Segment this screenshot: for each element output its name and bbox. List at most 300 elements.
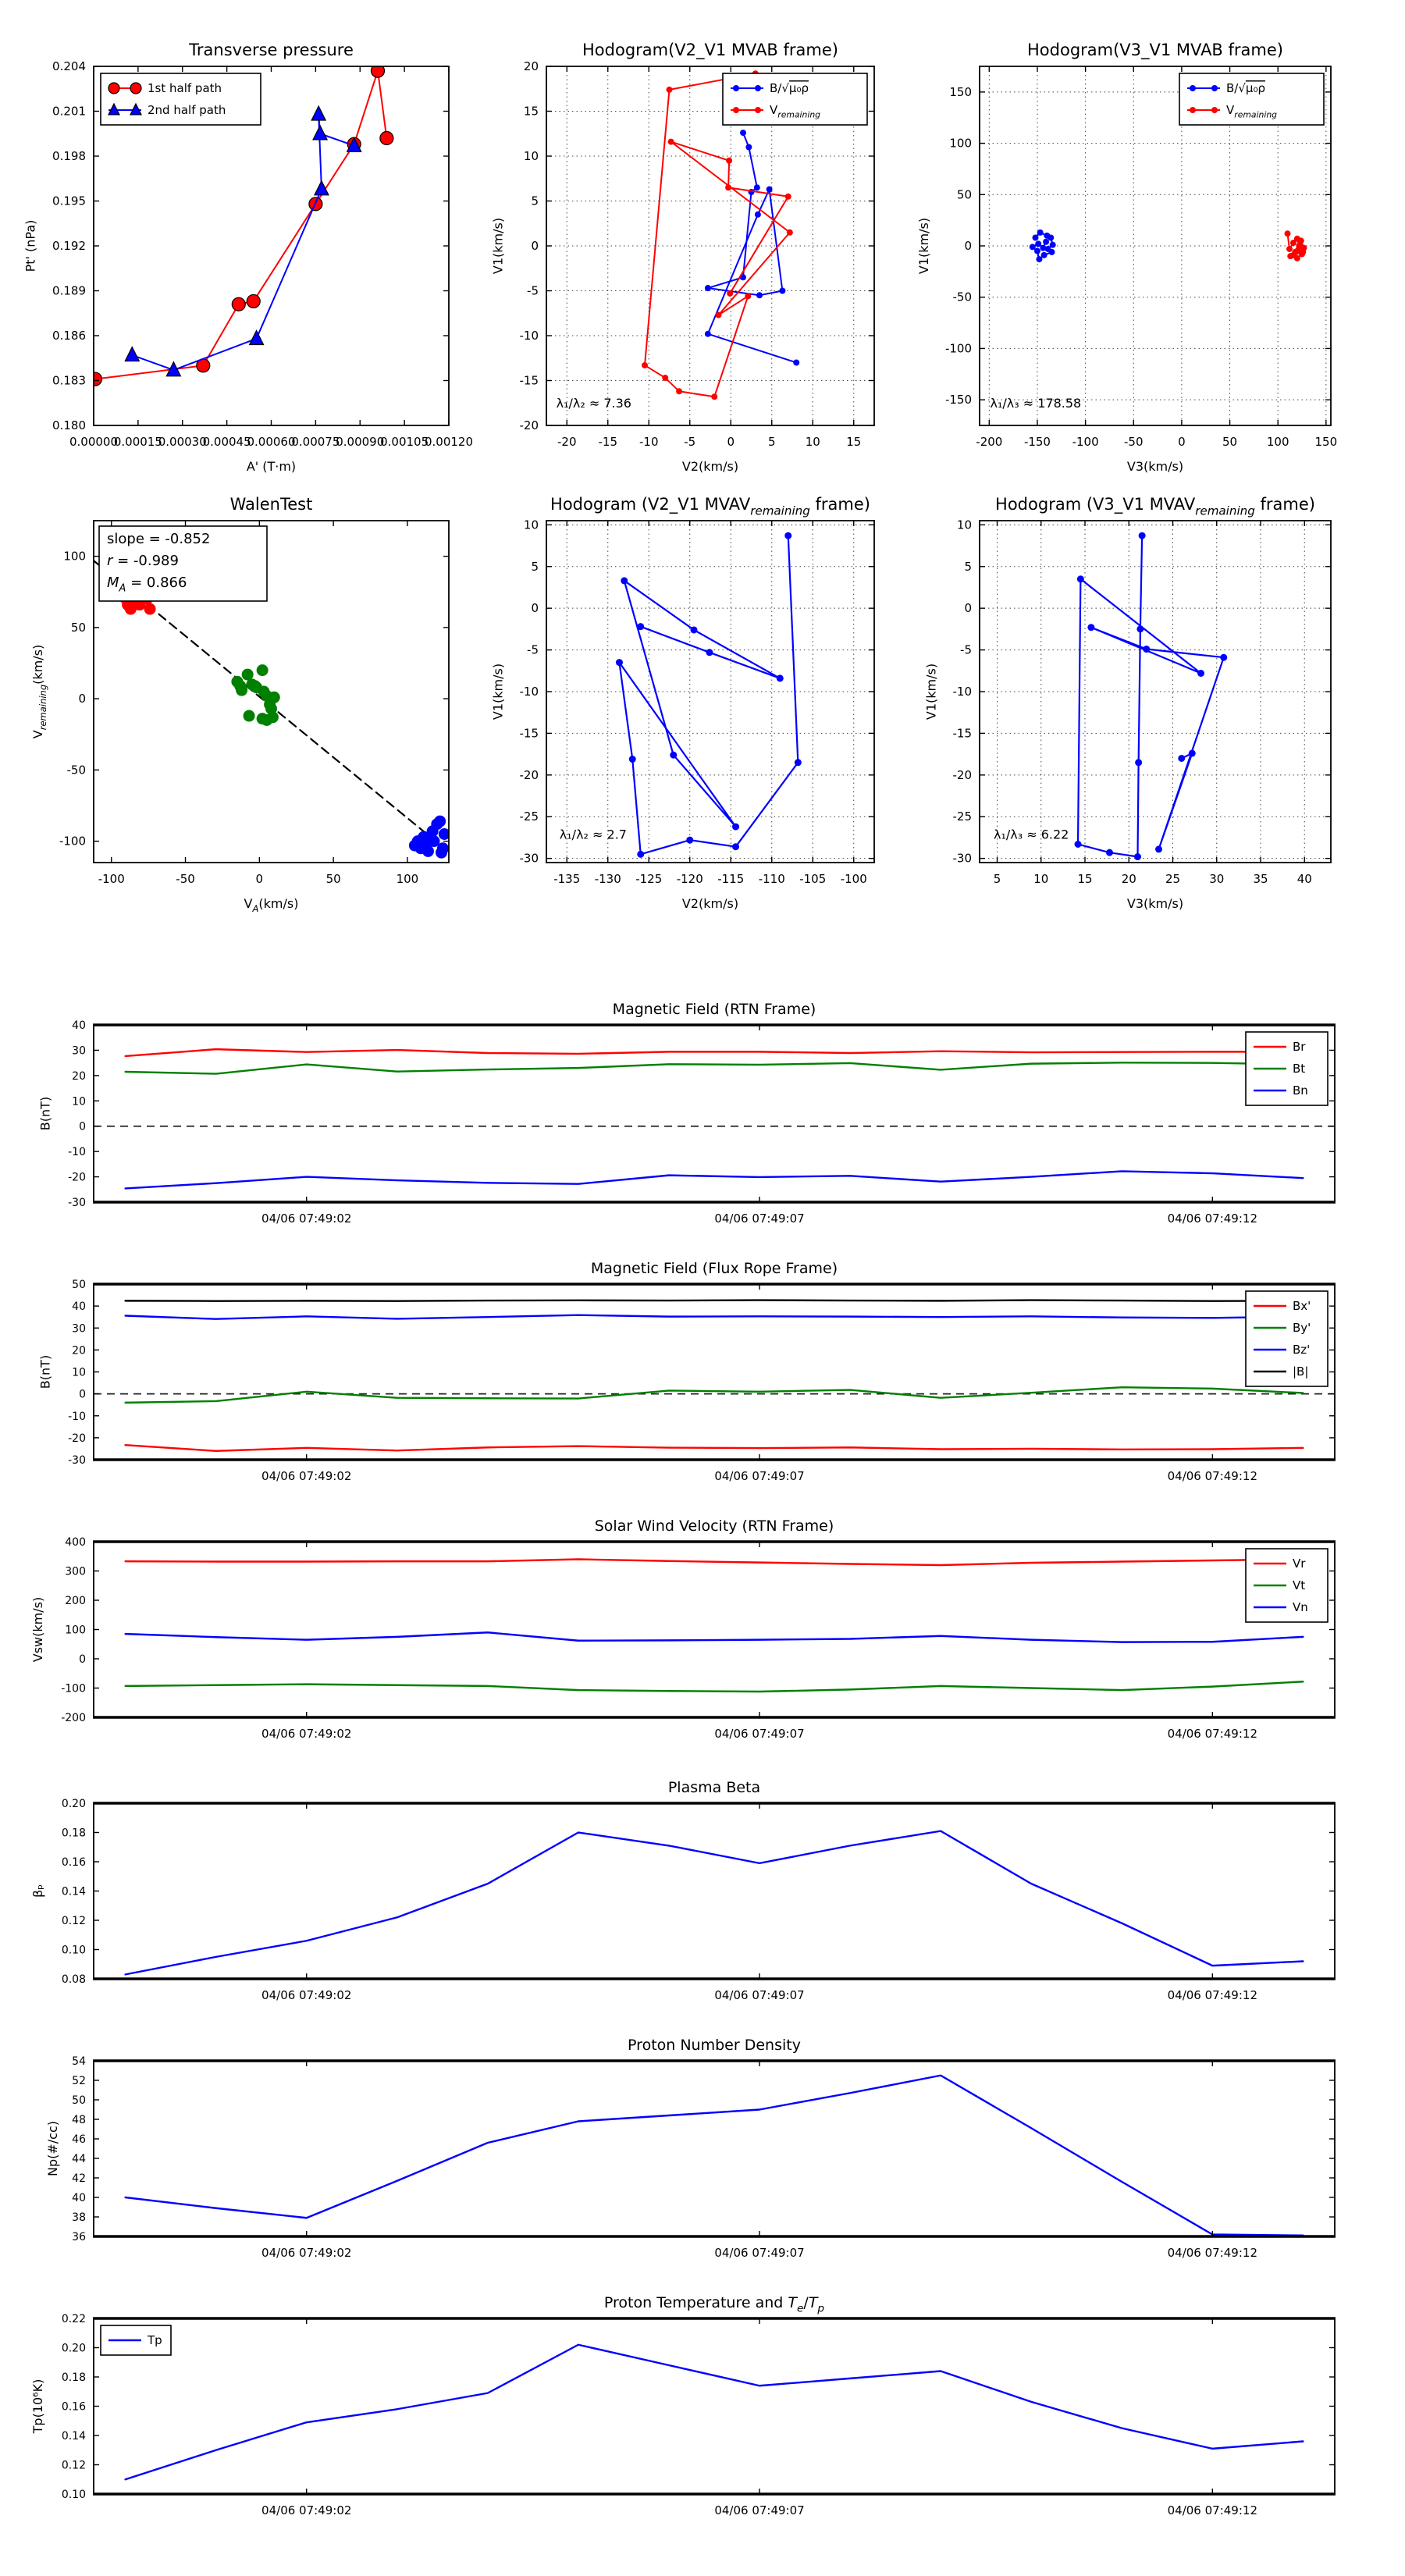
series-marker-middle-interval-points [244, 710, 255, 722]
x-tick-label: 35 [1253, 872, 1268, 886]
series-marker-B_over_sqrt_mu0rho [1034, 248, 1040, 254]
series-marker-V_remaining [1298, 237, 1304, 244]
x-tick-label: 15 [1077, 872, 1093, 886]
x-tick-label: 0.00120 [424, 435, 474, 449]
y-tick-label: -5 [527, 283, 539, 298]
y-axis-label: V1(km/s) [490, 217, 506, 275]
chart-title: Magnetic Field (Flux Rope Frame) [590, 1260, 838, 1277]
series-marker-B-path [777, 674, 784, 681]
legend-label: Bz' [1293, 1343, 1311, 1357]
chart-title: Proton Number Density [628, 2037, 801, 2054]
legend-label: Bx' [1293, 1299, 1311, 1313]
legend-label: By' [1293, 1321, 1311, 1335]
y-tick-label: -25 [952, 809, 972, 824]
y-tick-label: 150 [949, 84, 972, 99]
x-tick-label: 04/06 07:49:02 [261, 1988, 352, 2002]
series-line-|B| [126, 1300, 1304, 1301]
y-tick-label: 0 [79, 1653, 86, 1666]
x-tick-label: 15 [846, 435, 862, 449]
x-tick-label: 04/06 07:49:12 [1167, 1469, 1258, 1483]
series-marker-V_remaining [745, 293, 751, 299]
series-marker-B_over_sqrt_mu0rho [1043, 239, 1049, 245]
y-tick-label: 36 [72, 2231, 86, 2243]
y-tick-label: 0.20 [61, 2342, 86, 2355]
series-marker-B-path [784, 532, 791, 539]
series-marker-B_over_sqrt_mu0rho [740, 130, 746, 136]
chart-plasma-beta [30, 1779, 1336, 2002]
series-marker-V_remaining [787, 229, 793, 236]
x-tick-label: 100 [1266, 435, 1289, 449]
y-tick-label: -30 [68, 1454, 86, 1467]
series-marker-B-path [1189, 750, 1196, 757]
y-tick-label: 30 [72, 1322, 86, 1336]
series-marker-B-path [1220, 654, 1227, 661]
y-tick-label: 0.14 [61, 1885, 86, 1898]
x-axis-label: V3(km/s) [1126, 459, 1184, 474]
series-marker-B_over_sqrt_mu0rho [705, 285, 711, 291]
y-tick-label: 44 [72, 2153, 86, 2165]
series-marker-B-path [1106, 849, 1113, 856]
y-tick-label: -10 [952, 685, 972, 699]
x-tick-label: 04/06 07:49:12 [1167, 2246, 1258, 2260]
y-tick-label: 0.186 [52, 329, 86, 343]
x-tick-label: 0.00000 [69, 435, 119, 449]
x-tick-label: -5 [684, 435, 696, 449]
series-marker-1st half path [88, 372, 101, 386]
series-marker-B-path [1143, 646, 1150, 653]
x-tick-label: -135 [553, 872, 581, 886]
y-tick-label: 10 [72, 1366, 86, 1379]
series-marker-B_over_sqrt_mu0rho [1048, 249, 1055, 255]
annotation: λ₁/λ₃ ≈ 178.58 [990, 396, 1082, 411]
y-tick-label: 0.192 [52, 239, 86, 253]
legend-sample-marker [755, 107, 761, 113]
y-tick-label: 0.16 [61, 1856, 86, 1869]
legend-sample-marker [1211, 85, 1218, 91]
y-tick-label: -50 [66, 763, 86, 777]
y-tick-label: 0.180 [52, 418, 86, 432]
chart-title: Transverse pressure [189, 41, 354, 59]
y-tick-label: -15 [519, 726, 539, 741]
y-tick-label: -100 [944, 341, 972, 356]
y-tick-label: -10 [519, 685, 539, 699]
x-tick-label: 5 [993, 872, 1001, 886]
series-marker-middle-interval-points [236, 685, 247, 696]
x-tick-label: -100 [98, 872, 125, 886]
x-tick-label: -110 [758, 872, 785, 886]
y-tick-label: 52 [72, 2075, 86, 2087]
y-tick-label: 0.08 [61, 1973, 86, 1986]
legend-label: Bt [1293, 1062, 1306, 1076]
y-tick-label: -20 [519, 418, 539, 432]
annotation: λ₁/λ₂ ≈ 2.7 [559, 827, 627, 842]
y-tick-label: 0 [531, 601, 539, 616]
series-marker-B-path [732, 843, 739, 850]
series-marker-V_remaining [727, 290, 733, 297]
series-marker-B-path [1075, 841, 1082, 848]
chart-hodogram-v3v1-mvab [916, 41, 1337, 474]
y-axis-label: βₚ [30, 1884, 45, 1898]
series-marker-B_over_sqrt_mu0rho [1040, 245, 1046, 251]
x-tick-label: -15 [598, 435, 617, 449]
series-marker-V_remaining [1290, 252, 1297, 258]
y-tick-label: 0.20 [61, 1798, 86, 1810]
chart-title: Solar Wind Velocity (RTN Frame) [594, 1517, 834, 1535]
y-tick-label: 0.195 [52, 194, 86, 208]
x-tick-label: 0 [727, 435, 735, 449]
legend-label: 2nd half path [148, 103, 226, 117]
series-marker-V_remaining [1286, 246, 1293, 252]
y-axis-label: B(nT) [37, 1354, 53, 1389]
series-marker-B_over_sqrt_mu0rho [1033, 234, 1039, 240]
legend-label: B/√μ₀ρ [770, 81, 809, 95]
y-tick-label: -150 [944, 393, 972, 407]
x-tick-label: 50 [325, 872, 341, 886]
y-tick-label: -30 [519, 851, 539, 866]
series-marker-first-interval-points [144, 603, 156, 615]
y-tick-label: 0.14 [61, 2430, 86, 2443]
legend-label: Vn [1293, 1600, 1308, 1614]
y-tick-label: 0.12 [61, 1915, 86, 1927]
plot-background [94, 1284, 1335, 1460]
series-marker-B_over_sqrt_mu0rho [1036, 256, 1042, 262]
legend-sample-marker [1190, 107, 1196, 113]
series-marker-middle-interval-points [267, 711, 279, 723]
chart-title: Proton Temperature and $T_e/T_p$ [603, 2294, 825, 2315]
chart-magnetic-field-rtn [38, 1001, 1336, 1226]
x-axis-label: V2(km/s) [681, 896, 739, 911]
y-tick-label: 48 [72, 2114, 86, 2126]
y-tick-label: 20 [72, 1069, 86, 1083]
y-tick-label: 0 [531, 239, 539, 253]
y-tick-label: 0 [964, 239, 972, 253]
x-tick-label: 04/06 07:49:02 [261, 2503, 352, 2517]
x-tick-label: -100 [1072, 435, 1099, 449]
y-tick-label: 50 [72, 1279, 86, 1291]
series-marker-1st half path [380, 132, 393, 145]
y-tick-label: -100 [61, 1682, 86, 1695]
y-tick-label: 0.18 [61, 1827, 86, 1840]
stats-line: slope = -0.852 [107, 531, 211, 547]
x-tick-label: 0.00060 [247, 435, 296, 449]
y-tick-label: 54 [72, 2055, 86, 2068]
y-tick-label: 100 [65, 1624, 86, 1637]
y-tick-label: 50 [956, 187, 972, 202]
series-marker-B-path [670, 752, 677, 759]
series-marker-B-path [732, 824, 739, 831]
series-marker-V_remaining [662, 375, 668, 381]
legend-label: Vr [1293, 1557, 1306, 1571]
x-tick-label: 40 [1297, 872, 1312, 886]
series-marker-B_over_sqrt_mu0rho [755, 212, 761, 218]
plot-background [94, 1803, 1335, 1979]
y-tick-label: 400 [65, 1536, 86, 1549]
series-marker-V_remaining [667, 87, 673, 93]
stats-line: $M_A = 0.866$ [107, 575, 187, 595]
y-tick-label: 20 [72, 1344, 86, 1357]
series-marker-B-path [1087, 624, 1094, 631]
chart-proton-number-density [45, 2037, 1336, 2260]
y-tick-label: 200 [65, 1595, 86, 1607]
series-marker-V_remaining [1285, 230, 1291, 237]
chart-title: Hodogram (V2_V1 $MVAV_{remaining}$ frame) [550, 495, 870, 518]
y-tick-label: 40 [72, 1019, 86, 1032]
y-tick-label: 0.18 [61, 2371, 86, 2384]
y-tick-label: -10 [68, 1146, 86, 1159]
x-tick-label: 04/06 07:49:02 [261, 1469, 352, 1483]
y-tick-label: 10 [523, 518, 539, 532]
chart-hodogram-v2v1-mvav [491, 495, 875, 911]
x-tick-label: -120 [676, 872, 703, 886]
x-tick-label: 10 [1033, 872, 1049, 886]
x-tick-label: 150 [1314, 435, 1338, 449]
y-axis-label: Tp(10⁶K) [30, 2379, 45, 2434]
chart-title: Plasma Beta [667, 1779, 761, 1796]
series-marker-B_over_sqrt_mu0rho [745, 144, 752, 151]
y-tick-label: 0 [78, 692, 86, 706]
annotation: λ₁/λ₂ ≈ 7.36 [556, 396, 631, 411]
x-tick-label: 04/06 07:49:12 [1167, 1212, 1258, 1226]
y-tick-label: 30 [72, 1044, 86, 1058]
chart-title: WalenTest [229, 495, 313, 514]
x-tick-label: 0 [1178, 435, 1186, 449]
y-axis-label: $V_{remaining}(km/s)$ [30, 644, 48, 739]
series-marker-V_remaining [676, 388, 682, 394]
y-tick-label: 0.10 [61, 1944, 86, 1957]
series-marker-last-interval-points [436, 847, 447, 859]
y-tick-label: 0.22 [61, 2313, 86, 2325]
series-marker-B-path [621, 577, 628, 584]
y-tick-label: -15 [519, 373, 539, 388]
series-marker-B_over_sqrt_mu0rho [754, 184, 760, 190]
y-tick-label: 0.10 [61, 2489, 86, 2501]
series-marker-B_over_sqrt_mu0rho [1050, 242, 1056, 248]
legend-sample-marker [733, 85, 739, 91]
x-tick-label: 04/06 07:49:07 [714, 1469, 805, 1483]
x-tick-label: -50 [1124, 435, 1144, 449]
legend-sample-marker [108, 83, 119, 94]
chart-title: Hodogram(V2_V1 MVAB frame) [582, 41, 838, 59]
y-tick-label: 50 [72, 2094, 86, 2107]
series-marker-middle-interval-points [269, 692, 280, 703]
series-marker-B-path [1134, 853, 1141, 860]
x-tick-label: 5 [767, 435, 776, 449]
series-marker-B_over_sqrt_mu0rho [1030, 244, 1036, 250]
chart-title: Magnetic Field (RTN Frame) [612, 1001, 816, 1018]
series-marker-B_over_sqrt_mu0rho [705, 331, 711, 337]
y-tick-label: 20 [523, 59, 539, 73]
y-tick-label: 50 [70, 620, 86, 635]
series-marker-B_over_sqrt_mu0rho [779, 288, 785, 294]
series-marker-V_remaining [668, 139, 674, 145]
series-marker-V_remaining [726, 158, 732, 164]
y-tick-label: 0.204 [52, 59, 86, 73]
y-tick-label: -20 [68, 1171, 86, 1184]
y-tick-label: 0.198 [52, 149, 86, 163]
x-tick-label: 04/06 07:49:07 [714, 1212, 805, 1226]
series-marker-B_over_sqrt_mu0rho [756, 292, 763, 298]
x-tick-label: 04/06 07:49:12 [1167, 2503, 1258, 2517]
legend-label: $V_{remaining}$ [1226, 103, 1278, 120]
plot-background [94, 2061, 1335, 2236]
series-marker-middle-interval-points [257, 664, 269, 676]
x-tick-label: 04/06 07:49:07 [714, 2246, 805, 2260]
x-axis-label: V2(km/s) [681, 459, 739, 474]
x-tick-label: -10 [639, 435, 659, 449]
x-tick-label: 0.00015 [113, 435, 162, 449]
series-marker-B_over_sqrt_mu0rho [1048, 234, 1054, 240]
series-marker-B-path [1077, 575, 1084, 582]
y-tick-label: -100 [59, 834, 86, 849]
y-axis-label: V1(km/s) [490, 663, 506, 720]
y-tick-label: -30 [68, 1197, 86, 1209]
chart-title: Hodogram(V3_V1 MVAB frame) [1027, 41, 1283, 59]
x-tick-label: -150 [1023, 435, 1051, 449]
y-tick-label: -50 [952, 290, 972, 304]
y-tick-label: 0 [964, 601, 972, 616]
y-axis-label: Np(#/cc) [45, 2121, 60, 2176]
legend-label: $V_{remaining}$ [770, 103, 821, 120]
x-tick-label: -115 [717, 872, 745, 886]
series-marker-B-path [1139, 532, 1146, 539]
x-tick-label: 04/06 07:49:02 [261, 1212, 352, 1226]
series-marker-V_remaining [785, 194, 791, 200]
x-tick-label: 04/06 07:49:12 [1167, 1727, 1258, 1741]
series-marker-B_over_sqrt_mu0rho [767, 187, 773, 193]
chart-proton-temperature [30, 2294, 1336, 2517]
x-tick-label: 04/06 07:49:12 [1167, 1988, 1258, 2002]
y-tick-label: 46 [72, 2133, 86, 2146]
x-axis-label: $V_A(km/s)$ [244, 896, 299, 914]
y-tick-label: 5 [964, 559, 972, 574]
series-marker-V_remaining [711, 393, 717, 400]
x-tick-label: 25 [1165, 872, 1181, 886]
series-marker-B-path [1178, 755, 1185, 762]
y-tick-label: 0.183 [52, 373, 86, 388]
legend-label: Vt [1293, 1578, 1306, 1592]
x-tick-label: 100 [396, 872, 419, 886]
y-axis-label: Vsw(km/s) [30, 1596, 45, 1663]
x-tick-label: 10 [805, 435, 820, 449]
series-marker-B_over_sqrt_mu0rho [1037, 229, 1044, 236]
chart-transverse-pressure [23, 41, 474, 474]
series-marker-B_over_sqrt_mu0rho [1035, 240, 1041, 247]
y-tick-label: 40 [72, 1300, 86, 1314]
series-marker-B-path [686, 837, 693, 844]
legend-sample-marker [733, 107, 739, 113]
y-axis-label: V1(km/s) [923, 663, 939, 720]
series-marker-1st half path [247, 294, 260, 308]
x-tick-label: 0 [255, 872, 264, 886]
chart-title: Hodogram (V3_V1 $MVAV_{remaining}$ frame) [995, 495, 1315, 518]
y-tick-label: -5 [527, 642, 539, 657]
x-tick-label: -50 [176, 872, 195, 886]
x-tick-label: -130 [594, 872, 621, 886]
chart-magnetic-field-flux-rope [38, 1260, 1336, 1483]
legend-label: B/√μ₀ρ [1226, 81, 1265, 95]
x-tick-label: 04/06 07:49:02 [261, 2246, 352, 2260]
series-marker-middle-interval-points [242, 669, 254, 681]
x-tick-label: 50 [1222, 435, 1238, 449]
x-tick-label: -125 [635, 872, 663, 886]
series-marker-B_over_sqrt_mu0rho [1041, 252, 1048, 258]
y-tick-label: 10 [956, 518, 972, 532]
stats-line: r = -0.989 [107, 553, 179, 569]
y-tick-label: 0.201 [52, 104, 86, 119]
x-tick-label: 0.00045 [202, 435, 251, 449]
y-tick-label: -10 [519, 329, 539, 343]
series-marker-B-path [629, 756, 636, 763]
y-tick-label: 10 [523, 149, 539, 163]
y-tick-label: -25 [519, 809, 539, 824]
chart-hodogram-v2v1-mvab [491, 41, 875, 474]
series-marker-B-path [1135, 759, 1142, 766]
y-tick-label: 5 [531, 194, 539, 208]
y-tick-label: 100 [63, 549, 86, 564]
x-axis-label: V3(km/s) [1126, 896, 1184, 911]
chart-hodogram-v3v1-mvav [924, 495, 1332, 911]
x-tick-label: 04/06 07:49:02 [261, 1727, 352, 1741]
chart-walen-test [30, 495, 450, 914]
legend-sample-marker [1211, 107, 1218, 113]
y-tick-label: 0.12 [61, 2459, 86, 2472]
y-tick-label: -15 [952, 726, 972, 741]
x-tick-label: -200 [976, 435, 1003, 449]
y-tick-label: 5 [531, 559, 539, 574]
series-marker-B-path [1197, 670, 1204, 677]
plot-background [94, 2318, 1335, 2494]
series-marker-B_over_sqrt_mu0rho [793, 360, 799, 366]
y-tick-label: -20 [519, 767, 539, 782]
x-tick-label: 04/06 07:49:07 [714, 1727, 805, 1741]
y-tick-label: 0.16 [61, 2400, 86, 2414]
annotation: λ₁/λ₃ ≈ 6.22 [994, 827, 1069, 842]
x-tick-label: 0.00090 [336, 435, 385, 449]
series-marker-V_remaining [725, 184, 731, 190]
y-tick-label: 0 [79, 1120, 86, 1133]
y-tick-label: 42 [72, 2172, 86, 2185]
y-tick-label: -20 [68, 1432, 86, 1445]
legend-sample-marker [755, 85, 761, 91]
y-axis-label: B(nT) [37, 1096, 53, 1131]
legend-label: Br [1293, 1040, 1306, 1054]
y-tick-label: 0 [79, 1388, 86, 1401]
x-tick-label: 04/06 07:49:07 [714, 2503, 805, 2517]
legend-label: Bn [1293, 1083, 1308, 1098]
series-marker-B-path [616, 659, 623, 666]
series-marker-B-path [1155, 845, 1162, 852]
y-axis-label: V1(km/s) [916, 217, 931, 275]
x-tick-label: 0.00030 [158, 435, 207, 449]
legend-label: 1st half path [148, 81, 222, 95]
legend-label: |B| [1293, 1364, 1309, 1379]
x-tick-label: 30 [1209, 872, 1225, 886]
series-marker-V_remaining [1300, 249, 1306, 255]
y-tick-label: 15 [523, 104, 539, 119]
series-marker-B-path [706, 649, 713, 656]
series-marker-B-path [795, 759, 802, 766]
y-tick-label: 0.189 [52, 283, 86, 298]
legend-label: Tp [148, 2333, 162, 2347]
x-tick-label: -105 [799, 872, 827, 886]
y-tick-label: 300 [65, 1565, 86, 1578]
y-tick-label: 40 [72, 2192, 86, 2204]
x-tick-label: -100 [840, 872, 867, 886]
x-tick-label: 20 [1121, 872, 1136, 886]
y-axis-label: Pt' (nPa) [23, 219, 38, 272]
series-marker-V_remaining [642, 362, 648, 368]
series-marker-last-interval-points [434, 816, 446, 827]
